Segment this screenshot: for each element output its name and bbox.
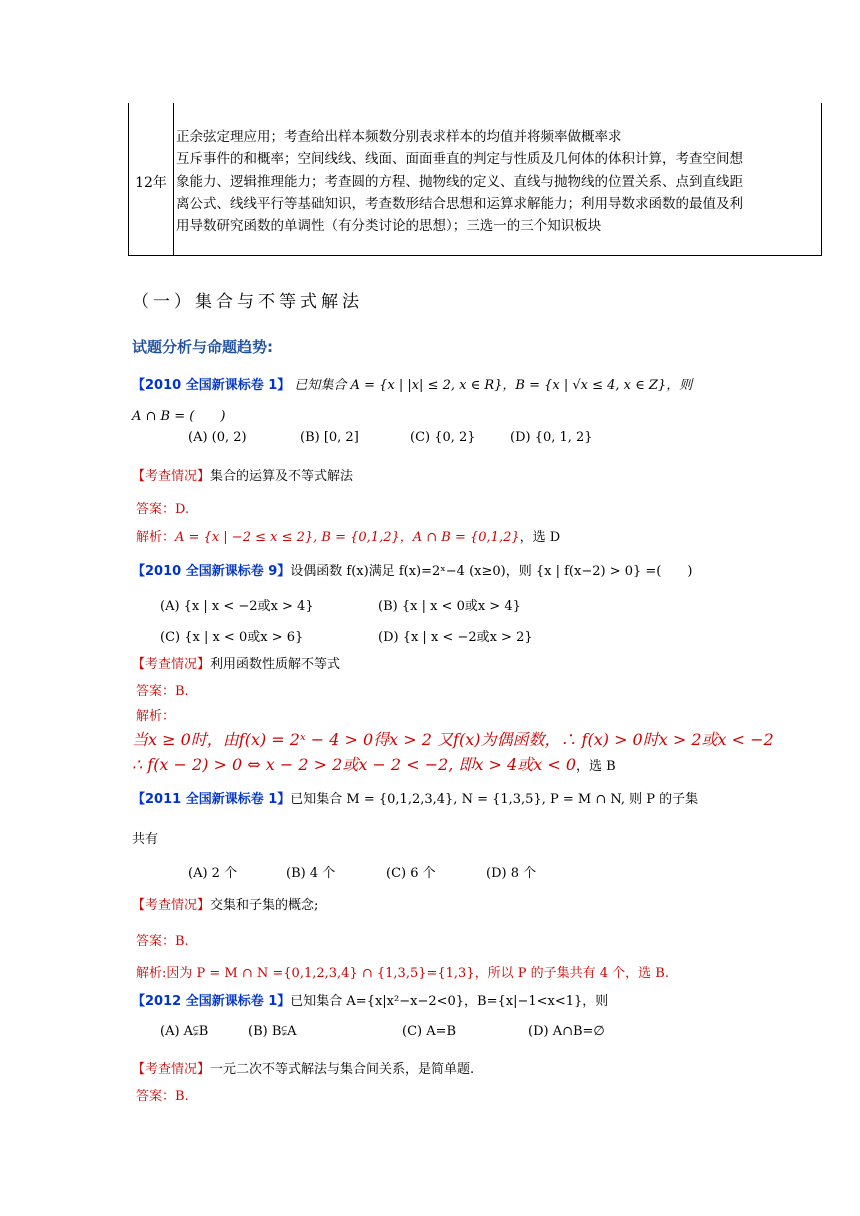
- exam-situation-text: 一元二次不等式解法与集合间关系，是简单题.: [210, 1062, 475, 1077]
- option-d: (D) A∩B=∅: [528, 1024, 605, 1039]
- exam-situation: [132, 465, 353, 484]
- question-text: 已知集合 A={x|x²−x−2<0}，B={x|−1<x<1}，则: [290, 994, 609, 1009]
- question-source-tag: 【2012 全国新课标卷 1】: [132, 994, 291, 1009]
- option-a: (A) {x | x < −2或x > 4}: [160, 599, 314, 614]
- answer: 答案：B.: [136, 934, 189, 949]
- option-d: (D) 8 个: [486, 866, 537, 881]
- table-line: 离公式、线线平行等基础知识，考查数形结合思想和运算求解能力；利用导数求函数的最值及利: [176, 195, 743, 212]
- section-title: （一）集合与不等式解法: [132, 292, 363, 312]
- table-line: 象能力、逻辑推理能力；考查圆的方程、抛物线的定义、直线与抛物线的位置关系、点到直线距: [176, 173, 743, 190]
- exam-situation-label: 【考查情况】: [132, 898, 211, 913]
- question-source-tag: 【2011 全国新课标卷 1】: [132, 792, 291, 807]
- option-c: (C) {0, 2}: [410, 430, 476, 445]
- analysis: 解析:因为 P = M ∩ N ={0,1,2,3,4} ∩ {1,3,5}={1,3}，所以 P 的子集共有 4 个，选 B.: [136, 966, 669, 981]
- analysis-line-1: 当x ≥ 0时，由f(x) = 2ˣ − 4 > 0得x > 2 又f(x)为偶函数，∴ f(x) > 0时x > 2或x < −2: [132, 730, 774, 749]
- option-c: (C) 6 个: [386, 866, 436, 881]
- exam-situation-label: 【考查情况】: [132, 469, 211, 484]
- table-year-cell: 12年: [135, 175, 167, 191]
- analysis-line-2-text: ∴ f(x − 2) > 0 ⇔ x − 2 > 2或x − 2 < −2, 即x > 4或x < 0: [132, 755, 577, 774]
- answer: 答案：B.: [136, 684, 189, 699]
- analysis: [136, 526, 560, 545]
- analysis-text: A = {x | −2 ≤ x ≤ 2}, B = {0,1,2}，A ∩ B = {0,1,2}: [175, 530, 520, 545]
- question-3-line2: 共有: [132, 832, 159, 847]
- analysis-line-2: [132, 752, 616, 775]
- option-a: (A) 2 个: [188, 866, 238, 881]
- question-source-tag: 【2010 全国新课标卷 1】: [132, 378, 291, 393]
- table-column-divider: [173, 103, 174, 255]
- question-text: 设偶函数 f(x)满足 f(x)=2ˣ−4 (x≥0)，则 {x | f(x−2) > 0} =( ): [290, 564, 693, 579]
- exam-situation: [132, 1058, 474, 1077]
- option-a: (A) (0, 2): [188, 430, 247, 445]
- option-c: (C) A=B: [402, 1024, 457, 1039]
- table-line: 正余弦定理应用；考查给出样本频数分别表求样本的均值并将频率做概率求: [176, 129, 622, 145]
- table-content-cell: [176, 126, 816, 237]
- table-line: 互斥事件的和概率；空间线线、线面、面面垂直的判定与性质及几何体的体积计算，考查空间想: [176, 151, 743, 168]
- answer: 答案：B.: [136, 1089, 189, 1104]
- option-c: (C) {x | x < 0或x > 6}: [160, 630, 304, 645]
- exam-situation-label: 【考查情况】: [132, 1062, 211, 1077]
- analysis-tail: ，选 B: [576, 759, 616, 774]
- table-line: 用导数研究函数的单调性（有分类讨论的思想）；三选一的三个知识板块: [176, 218, 602, 235]
- exam-situation-label: 【考查情况】: [132, 657, 211, 672]
- option-b: (B) [0, 2]: [300, 430, 359, 445]
- question-2: [132, 560, 692, 579]
- exam-situation-text: 利用函数性质解不等式: [210, 657, 341, 672]
- question-text: 已知集合 M = {0,1,2,3,4}, N = {1,3,5}, P = M ∩ N, 则 P 的子集: [290, 792, 699, 807]
- analysis-label: 解析：: [136, 709, 176, 724]
- analysis-heading: 试题分析与命题趋势:: [132, 338, 273, 356]
- option-a: (A) A⫋B: [160, 1024, 209, 1039]
- question-source-tag: 【2010 全国新课标卷 9】: [132, 564, 291, 579]
- analysis-tail: ，选 D: [519, 530, 561, 545]
- question-4: [132, 990, 608, 1009]
- option-d: (D) {0, 1, 2}: [510, 430, 593, 445]
- question-1: [132, 374, 692, 393]
- option-d: (D) {x | x < −2或x > 2}: [378, 630, 533, 645]
- question-1-line2: A ∩ B = ( ): [132, 409, 226, 424]
- exam-situation: [132, 653, 340, 672]
- option-b: (B) 4 个: [286, 866, 336, 881]
- exam-situation-text: 集合的运算及不等式解法: [210, 469, 354, 484]
- analysis-label: 解析：: [136, 530, 176, 545]
- exam-situation: [132, 894, 318, 913]
- exam-situation-text: 交集和子集的概念;: [210, 898, 319, 913]
- answer: 答案：D.: [136, 502, 190, 517]
- question-text: 已知集合 A = {x | |x| ≤ 2, x ∈ R}，B = {x | √x ≤ 4, x ∈ Z}，则: [294, 378, 693, 393]
- option-b: (B) {x | x < 0或x > 4}: [378, 599, 521, 614]
- option-b: (B) B⫋A: [248, 1024, 297, 1039]
- question-3: [132, 788, 698, 807]
